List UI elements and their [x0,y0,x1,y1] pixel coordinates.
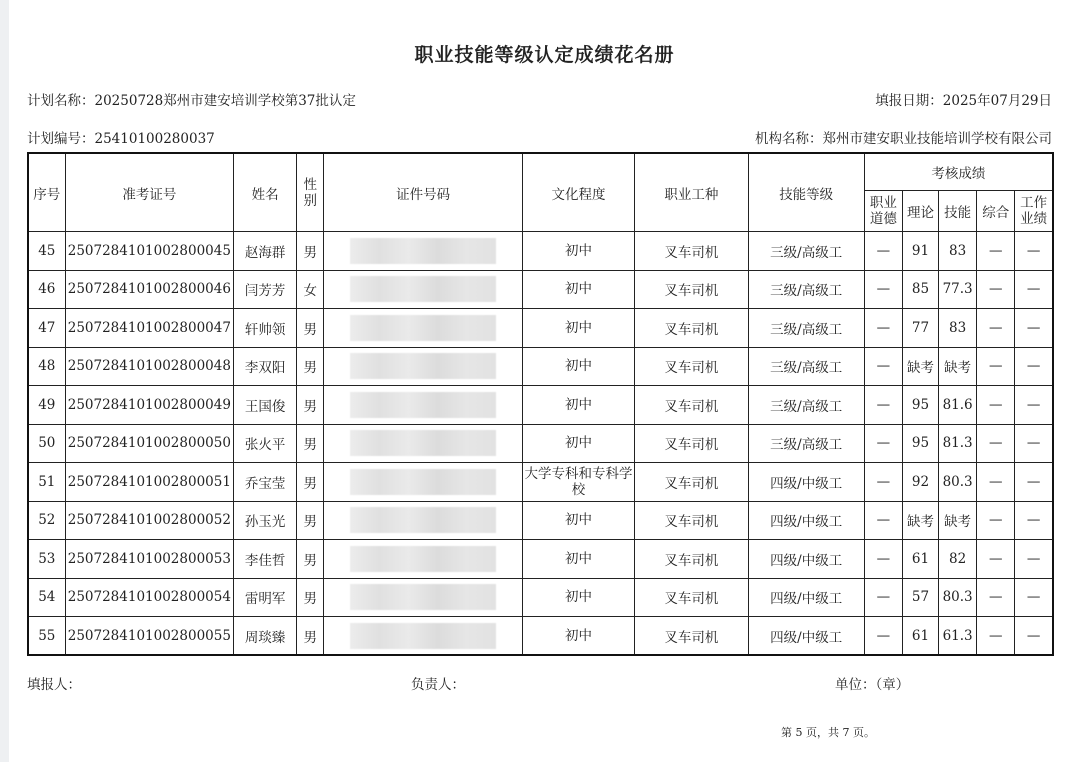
cell-gender: 男 [297,463,324,502]
organization-name: 机构名称：郑州市建安职业技能培训学校有限公司 [755,131,1052,147]
cell-theory: 61 [902,540,938,579]
cell-id-no-redacted [324,617,523,656]
redaction-blur [350,276,496,302]
cell-skill: 80.3 [939,578,977,617]
cell-exam-no: 2507284101002800051 [65,463,233,502]
cell-occupation: 叉车司机 [635,540,748,579]
col-level: 技能等级 [748,153,864,232]
cell-id-no-redacted [324,347,523,386]
cell-skill: 缺考 [939,501,977,540]
redaction-blur [350,469,496,495]
table-row [28,232,1053,271]
table-row [28,540,1053,579]
cell-level: 四级/中级工 [748,463,864,502]
cell-theory: 57 [902,578,938,617]
col-skill: 技能 [939,191,977,232]
cell-theory: 95 [902,386,938,425]
cell-occupation: 叉车司机 [635,232,748,271]
cell-work: — [1015,463,1053,502]
redaction-blur [350,430,496,456]
cell-theory: 91 [902,232,938,271]
cell-work: — [1015,270,1053,309]
cell-work: — [1015,540,1053,579]
cell-education: 初中 [522,232,634,271]
document-page [9,0,1080,762]
redaction-blur [350,507,496,533]
cell-occupation: 叉车司机 [635,501,748,540]
cell-ethics: — [864,540,902,579]
redaction-blur [350,392,496,418]
cell-skill: 83 [939,232,977,271]
cell-name: 王国俊 [234,386,297,425]
table-row [28,270,1053,309]
cell-level: 三级/高级工 [748,424,864,463]
cell-seq: 49 [28,386,65,425]
table-row [28,309,1053,348]
col-ethics: 职业道德 [864,191,902,232]
cell-name: 周琰臻 [234,617,297,656]
cell-ethics: — [864,270,902,309]
cell-exam-no: 2507284101002800047 [65,309,233,348]
cell-theory: 95 [902,424,938,463]
cell-id-no-redacted [324,270,523,309]
cell-name: 孙玉光 [234,501,297,540]
cell-exam-no: 2507284101002800055 [65,617,233,656]
table-row [28,386,1053,425]
col-overall: 综合 [977,191,1015,232]
cell-name: 李双阳 [234,347,297,386]
col-occupation: 职业工种 [635,153,748,232]
cell-level: 四级/中级工 [748,617,864,656]
redaction-blur [350,238,496,264]
redaction-blur [350,315,496,341]
cell-skill: 80.3 [939,463,977,502]
redaction-blur [350,353,496,379]
cell-name: 雷明军 [234,578,297,617]
plan-name: 计划名称：20250728郑州市建安培训学校第37批认定 [27,93,356,109]
cell-gender: 男 [297,540,324,579]
table-row [28,501,1053,540]
cell-seq: 55 [28,617,65,656]
cell-id-no-redacted [324,501,523,540]
cell-level: 三级/高级工 [748,347,864,386]
cell-skill: 83 [939,309,977,348]
cell-gender: 女 [297,270,324,309]
cell-education: 大学专科和专科学校 [522,463,634,502]
cell-education: 初中 [522,386,634,425]
cell-ethics: — [864,424,902,463]
cell-exam-no: 2507284101002800048 [65,347,233,386]
cell-education: 初中 [522,501,634,540]
cell-occupation: 叉车司机 [635,270,748,309]
cell-skill: 缺考 [939,347,977,386]
cell-work: — [1015,578,1053,617]
col-gender: 性别 [297,153,324,232]
cell-gender: 男 [297,386,324,425]
cell-id-no-redacted [324,424,523,463]
cell-ethics: — [864,578,902,617]
cell-gender: 男 [297,617,324,656]
cell-overall: — [977,463,1015,502]
cell-overall: — [977,232,1015,271]
col-name: 姓名 [234,153,297,232]
redaction-blur [350,546,496,572]
cell-overall: — [977,309,1015,348]
cell-gender: 男 [297,347,324,386]
cell-id-no-redacted [324,232,523,271]
responsible-label: 负责人： [411,677,465,693]
page-indicator: 第 5 页，共 7 页。 [781,726,875,739]
cell-theory: 92 [902,463,938,502]
table-row [28,347,1053,386]
cell-name: 乔宝莹 [234,463,297,502]
col-exam-no: 准考证号 [65,153,233,232]
cell-level: 四级/中级工 [748,578,864,617]
table-row [28,463,1053,502]
cell-skill: 81.6 [939,386,977,425]
cell-education: 初中 [522,270,634,309]
cell-overall: — [977,386,1015,425]
cell-skill: 82 [939,540,977,579]
cell-occupation: 叉车司机 [635,347,748,386]
cell-theory: 缺考 [902,501,938,540]
cell-id-no-redacted [324,309,523,348]
table-row [28,617,1053,656]
score-roster-table [27,152,1054,656]
cell-ethics: — [864,463,902,502]
cell-id-no-redacted [324,540,523,579]
col-scores-group: 考核成绩 [864,153,1053,191]
cell-exam-no: 2507284101002800050 [65,424,233,463]
cell-seq: 51 [28,463,65,502]
cell-ethics: — [864,232,902,271]
cell-seq: 50 [28,424,65,463]
cell-level: 三级/高级工 [748,270,864,309]
cell-theory: 77 [902,309,938,348]
cell-seq: 52 [28,501,65,540]
cell-education: 初中 [522,617,634,656]
cell-theory: 缺考 [902,347,938,386]
plan-number: 计划编号：25410100280037 [27,131,215,147]
cell-id-no-redacted [324,578,523,617]
cell-gender: 男 [297,309,324,348]
cell-id-no-redacted [324,386,523,425]
fill-date: 填报日期：2025年07月29日 [875,93,1052,109]
cell-seq: 53 [28,540,65,579]
cell-education: 初中 [522,540,634,579]
cell-overall: — [977,270,1015,309]
col-seq: 序号 [28,153,65,232]
cell-ethics: — [864,309,902,348]
cell-exam-no: 2507284101002800046 [65,270,233,309]
cell-level: 四级/中级工 [748,501,864,540]
cell-name: 赵海群 [234,232,297,271]
col-work: 工作业绩 [1015,191,1053,232]
cell-seq: 46 [28,270,65,309]
cell-seq: 48 [28,347,65,386]
cell-exam-no: 2507284101002800049 [65,386,233,425]
cell-exam-no: 2507284101002800052 [65,501,233,540]
cell-seq: 47 [28,309,65,348]
cell-theory: 85 [902,270,938,309]
table-row [28,424,1053,463]
cell-overall: — [977,347,1015,386]
header-row [28,153,1053,191]
cell-occupation: 叉车司机 [635,463,748,502]
cell-seq: 45 [28,232,65,271]
cell-education: 初中 [522,347,634,386]
cell-skill: 77.3 [939,270,977,309]
cell-occupation: 叉车司机 [635,386,748,425]
cell-work: — [1015,309,1053,348]
cell-gender: 男 [297,424,324,463]
cell-work: — [1015,424,1053,463]
cell-overall: — [977,424,1015,463]
cell-level: 三级/高级工 [748,386,864,425]
cell-work: — [1015,232,1053,271]
cell-occupation: 叉车司机 [635,578,748,617]
cell-exam-no: 2507284101002800045 [65,232,233,271]
cell-ethics: — [864,617,902,656]
cell-name: 闫芳芳 [234,270,297,309]
cell-overall: — [977,578,1015,617]
cell-skill: 81.3 [939,424,977,463]
cell-id-no-redacted [324,463,523,502]
cell-occupation: 叉车司机 [635,309,748,348]
cell-education: 初中 [522,578,634,617]
cell-skill: 61.3 [939,617,977,656]
cell-work: — [1015,501,1053,540]
cell-level: 四级/中级工 [748,540,864,579]
cell-gender: 男 [297,578,324,617]
table-row [28,578,1053,617]
redaction-blur [350,623,496,649]
cell-education: 初中 [522,424,634,463]
unit-stamp-label: 单位：（章） [835,677,910,693]
cell-overall: — [977,540,1015,579]
cell-occupation: 叉车司机 [635,424,748,463]
cell-occupation: 叉车司机 [635,617,748,656]
cell-education: 初中 [522,309,634,348]
cell-ethics: — [864,347,902,386]
cell-gender: 男 [297,232,324,271]
cell-level: 三级/高级工 [748,232,864,271]
cell-work: — [1015,386,1053,425]
cell-overall: — [977,617,1015,656]
cell-exam-no: 2507284101002800054 [65,578,233,617]
cell-ethics: — [864,501,902,540]
filler-label: 填报人： [27,677,81,693]
col-id-no: 证件号码 [324,153,523,232]
page-title: 职业技能等级认定成绩花名册 [414,44,675,66]
cell-theory: 61 [902,617,938,656]
cell-name: 张火平 [234,424,297,463]
redaction-blur [350,584,496,610]
cell-name: 轩帅领 [234,309,297,348]
cell-gender: 男 [297,501,324,540]
cell-work: — [1015,347,1053,386]
cell-seq: 54 [28,578,65,617]
col-education: 文化程度 [522,153,634,232]
cell-work: — [1015,617,1053,656]
cell-name: 李佳哲 [234,540,297,579]
cell-overall: — [977,501,1015,540]
cell-level: 三级/高级工 [748,309,864,348]
col-theory: 理论 [902,191,938,232]
cell-exam-no: 2507284101002800053 [65,540,233,579]
table-body [28,232,1053,656]
cell-ethics: — [864,386,902,425]
